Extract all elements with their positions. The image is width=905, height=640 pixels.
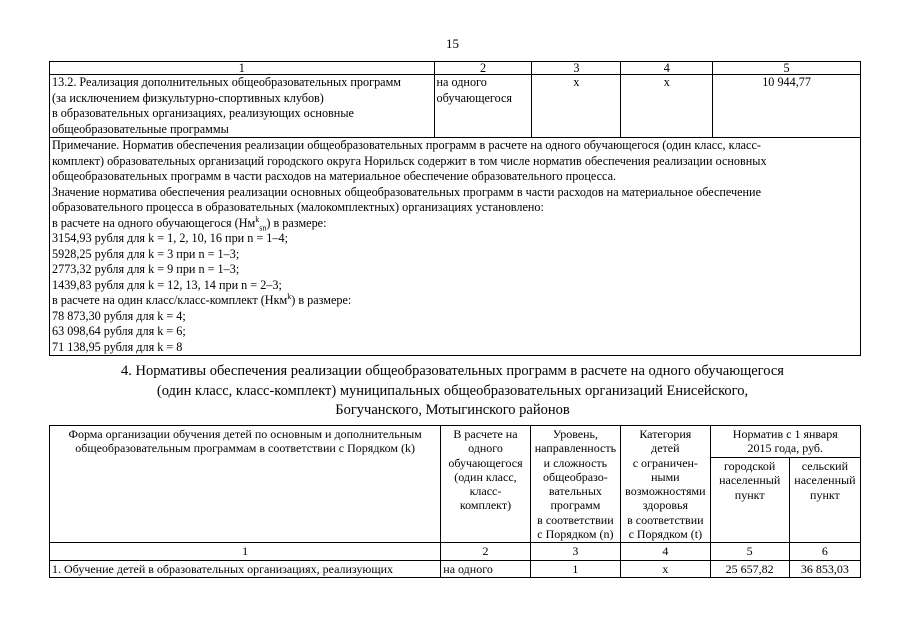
note-row bbox=[50, 138, 861, 356]
col-number-2: 2 bbox=[434, 62, 532, 75]
col-number-1: 1 bbox=[50, 62, 435, 75]
table-row bbox=[50, 75, 861, 138]
header-norm: Норматив с 1 января 2015 года, руб. bbox=[710, 426, 860, 458]
header-category: Категория детей с ограничен- ными возможностями здоровья в соответствии с Порядком (t) bbox=[621, 426, 710, 543]
col-number-3: 3 bbox=[532, 62, 621, 75]
norm-value-cell: 10 944,77 bbox=[713, 75, 861, 138]
header-urban: городской населенный пункт bbox=[710, 458, 789, 543]
column-number-row bbox=[50, 62, 861, 75]
formula-line-per-student: в расчете на одного обучающегося $(Нм^k_{sn})$ в размере: bbox=[52, 214, 327, 232]
rural-value: 36 853,03 bbox=[789, 560, 860, 577]
col-number-5: 5 bbox=[713, 62, 861, 75]
column-number-row: 1 2 3 4 5 6 bbox=[50, 543, 861, 560]
section-heading: 4. Нормативы обеспечения реализации общеобразовательных программ в расчете на одного обучающегося (один класс, класс-комплект) муниципальных общеобразовательных организаций Енисейского, Богучанского, Мотыгинского районов bbox=[121, 363, 784, 418]
unit-cell: на одного обучающегося bbox=[434, 75, 532, 138]
category-cell: x bbox=[621, 75, 713, 138]
col-number-4: 4 bbox=[621, 62, 713, 75]
table-row bbox=[50, 560, 861, 577]
note-cell: Примечание. Норматив обеспечения реализации общеобразовательных программ в расчете на одного обучающегося (один класс, класс- комплект) образовательных организаций городского округа Норильск содержит в том числе норматив обеспечения реализации основных общеобразовательных программ в части расходов на материальное обеспечение образовательного процесса. Значение норматива обеспечения реализации основных общеобразовательных программ в части расходов на материальное обеспечение образовательного процесса в образовательных (малокомплектных) организациях установлено: в расчете на одного обучающегося $(Нм^k_{sn})$ в размере: 3154,93 рубля для k = 1, 2, 10, 16 при n = 1–4; 5928,25 рубля для k = 3 при n = 1–3; 2773,32 рубля для k = 9 при n = 1–3; 1439,83 рубля для k = 12, 13, 14 при n = 2–3; в расчете на один класс/класс-комплект (Нкм$^k$) в размере: 78 873,30 рубля для k = 4; 63 098,64 рубля для k = 6; 71 138,95 рубля для k = 8 bbox=[50, 138, 861, 356]
unit-cell: на одного bbox=[441, 560, 530, 577]
level-cell: x bbox=[532, 75, 621, 138]
norms-table-continued bbox=[49, 61, 861, 356]
header-level: Уровень, направленность и сложность общеобразо- вательных программ в соответствии с Порядком (n) bbox=[530, 426, 620, 543]
urban-value: 25 657,82 bbox=[710, 560, 789, 577]
header-form: Форма организации обучения детей по основным и дополнительным общеобразовательным программам в соответствии с Порядком (k) bbox=[50, 426, 441, 543]
header-rural: сельский населенный пункт bbox=[789, 458, 860, 543]
formula-line-per-class: в расчете на один класс/класс-комплект (Нкм$^k$) в размере: bbox=[52, 291, 352, 307]
page-number: 15 bbox=[446, 36, 459, 51]
category-cell: x bbox=[621, 560, 710, 577]
header-unit: В расчете на одного обучающегося (один класс, класс- комплект) bbox=[441, 426, 530, 543]
form-cell: 1. Обучение детей в образовательных организациях, реализующих bbox=[50, 560, 441, 577]
level-cell: 1 bbox=[530, 560, 620, 577]
norms-table-section-4 bbox=[49, 425, 861, 578]
header-row bbox=[50, 426, 861, 458]
program-description: 13.2. Реализация дополнительных общеобразовательных программ (за исключением физкультурно-спортивных клубов) в образовательных организациях, реализующих основные общеобразовательные программы bbox=[50, 75, 435, 138]
